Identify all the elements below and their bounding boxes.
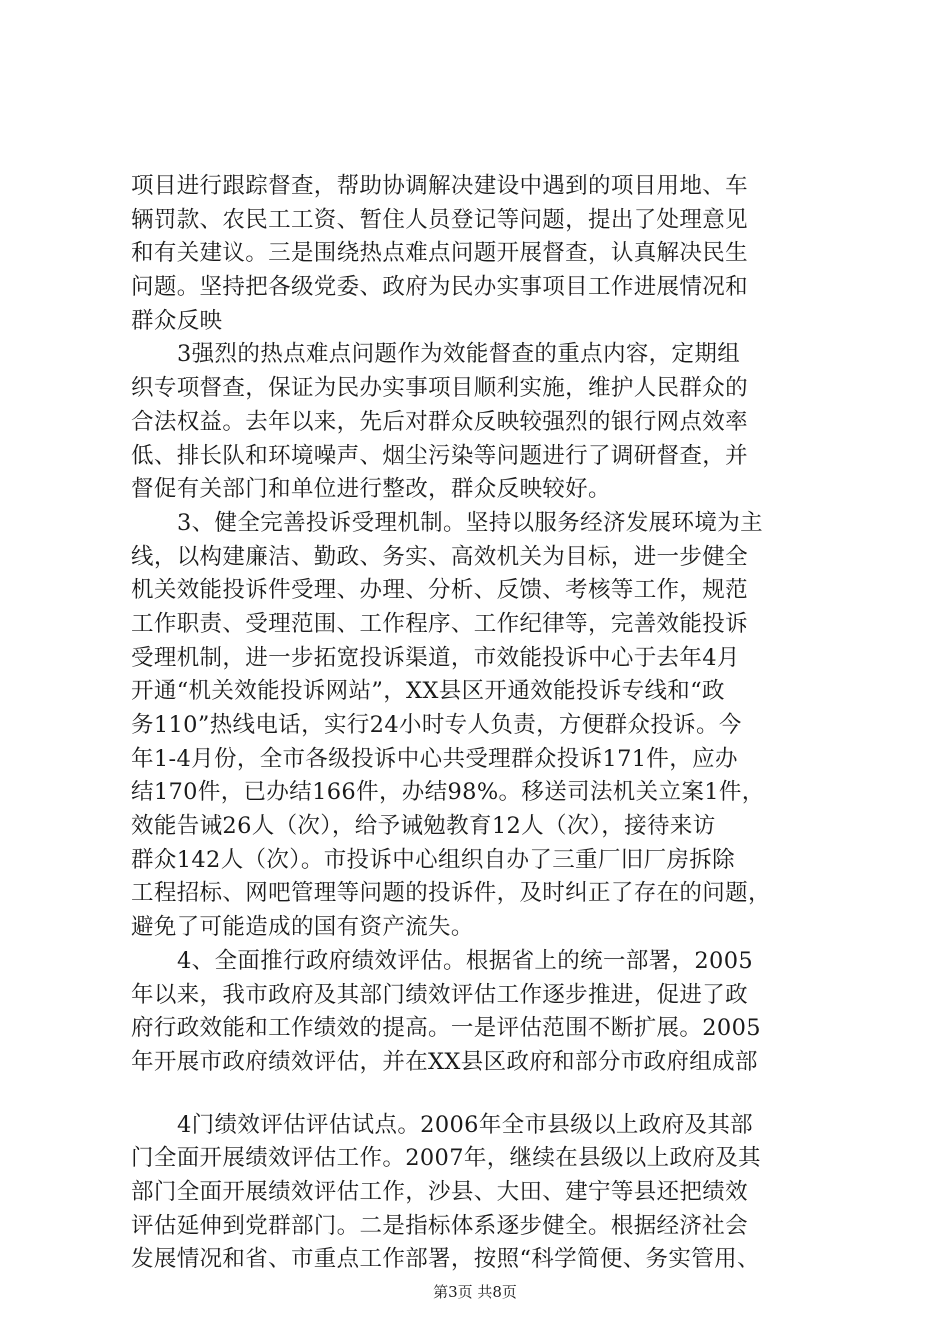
text-line: 群众142人（次）。市投诉中心组织自办了三重厂旧厂房拆除: [131, 846, 735, 873]
text-line: 受理机制，进一步拓宽投诉渠道，市效能投诉中心于去年4月: [131, 644, 740, 671]
page-footer: 第3页 共8页: [433, 1283, 517, 1301]
text-line: 督促有关部门和单位进行整改，群众反映较好。: [131, 476, 611, 503]
body-text: [131, 170, 841, 1277]
text-line: 工程招标、网吧管理等问题的投诉件，及时纠正了存在的问题，: [131, 880, 771, 907]
text-line: 年1-4月份，全市各级投诉中心共受理群众投诉171件，应办: [131, 745, 738, 772]
text-line: 工作职责、受理范围、工作程序、工作纪律等，完善效能投诉: [131, 610, 748, 637]
text-line: 合法权益。去年以来，先后对群众反映较强烈的银行网点效率: [131, 408, 748, 435]
text-line: 辆罚款、农民工工资、暂住人员登记等问题，提出了处理意见: [131, 206, 748, 233]
text-line: 府行政效能和工作绩效的提高。一是评估范围不断扩展。2005: [131, 1015, 761, 1042]
text-line: 项目进行跟踪督查，帮助协调解决建设中遇到的项目用地、车: [131, 173, 748, 199]
text-line: 和有关建议。三是围绕热点难点问题开展督查，认真解决民生: [131, 240, 748, 267]
text-line: 线，以构建廉洁、勤政、务实、高效机关为目标，进一步健全: [131, 543, 748, 570]
text-line: 4、全面推行政府绩效评估。根据省上的统一部署，2005: [177, 947, 754, 974]
text-line: 年以来，我市政府及其部门绩效评估工作逐步推进，促进了政: [131, 981, 748, 1008]
text-line: 织专项督查，保证为民办实事项目顺利实施，维护人民群众的: [131, 375, 748, 402]
text-line: 3强烈的热点难点问题作为效能督查的重点内容，定期组: [177, 341, 741, 368]
text-line: 问题。坚持把各级党委、政府为民办实事项目工作进展情况和: [131, 274, 748, 301]
text-line: 发展情况和省、市重点工作部署，按照“科学简便、务实管用、: [131, 1246, 760, 1273]
text-line: 低、排长队和环境噪声、烟尘污染等问题进行了调研督查，并: [131, 442, 748, 469]
text-line: 机关效能投诉件受理、办理、分析、反馈、考核等工作，规范: [131, 577, 748, 604]
text-line: 效能告诫26人（次），给予诫勉教育12人（次），接待来访: [131, 813, 716, 840]
text-line: 4门绩效评估评估试点。2006年全市县级以上政府及其部: [177, 1111, 754, 1138]
text-line: 群众反映: [131, 307, 223, 334]
text-line: 年开展市政府绩效评估，并在XX县区政府和部分市政府组成部: [131, 1048, 758, 1075]
text-line: 门全面开展绩效评估工作。2007年，继续在县级以上政府及其: [131, 1145, 761, 1172]
text-line: 开通“机关效能投诉网站”，XX县区开通效能投诉专线和“政: [131, 678, 725, 705]
text-line: 结170件，已办结166件，办结98%。移送司法机关立案1件，: [131, 779, 765, 806]
text-line: 部门全面开展绩效评估工作，沙县、大田、建宁等县还把绩效: [131, 1178, 748, 1205]
text-line: 避免了可能造成的国有资产流失。: [131, 914, 474, 941]
text-line: 务110”热线电话，实行24小时专人负责，方便群众投诉。今: [131, 712, 742, 738]
text-line: 3、健全完善投诉受理机制。坚持以服务经济发展环境为主: [177, 509, 763, 536]
text-line: 评估延伸到党群部门。二是指标体系逐步健全。根据经济社会: [131, 1212, 748, 1239]
